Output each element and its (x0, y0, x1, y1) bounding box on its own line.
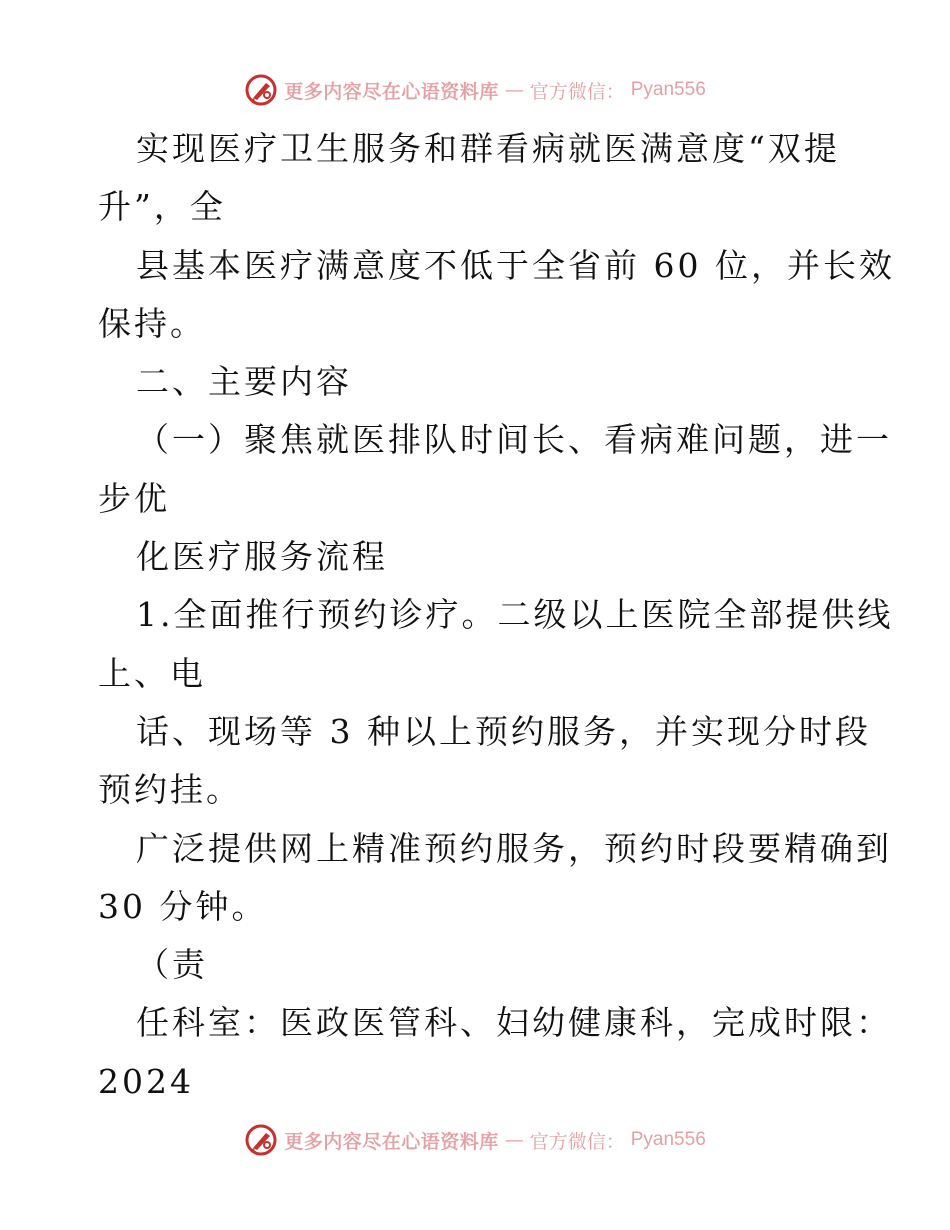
watermark-header (0, 68, 950, 112)
text-line: 升”，全 (98, 187, 226, 227)
text-line: 实现医疗卫生服务和群看病就医满意度“双提 (136, 129, 840, 168)
text-line: 步优 (98, 478, 170, 518)
section-heading: 二、主要内容 (136, 362, 352, 402)
text-line: 县基本医疗满意度不低于全省前 60 位，并长效 (136, 245, 895, 285)
pen-logo-icon (244, 73, 278, 107)
watermark-brand: 更多内容尽在心语资料库 (284, 80, 499, 103)
watermark-separator: — (504, 1129, 524, 1151)
text-line: 化医疗服务流程 (136, 537, 388, 577)
watermark-contact-label: 官方微信： (529, 1130, 625, 1153)
subsection-heading: （一）聚焦就医排队时间长、看病难问题，进一 (136, 420, 892, 460)
text-line: 上、电 (98, 653, 206, 693)
text-line: 预约挂。 (98, 770, 242, 810)
text-line: 话、现场等 3 种以上预约服务，并实现分时段 (136, 711, 871, 751)
text-line: 保持。 (98, 303, 206, 343)
text-line: 任科室：医政医管科、妇幼健康科，完成时限： (136, 1003, 892, 1043)
document-body (98, 120, 895, 1111)
watermark-contact-label: 官方微信： (529, 80, 625, 103)
watermark-brand: 更多内容尽在心语资料库 (284, 1130, 499, 1153)
pen-logo-icon (244, 1123, 278, 1157)
watermark-separator: — (504, 79, 524, 101)
text-line: 1.全面推行预约诊疗。二级以上医院全部提供线 (136, 595, 894, 635)
text-line: 30 分钟。 (98, 886, 268, 926)
watermark-handle: Pyan556 (630, 1129, 706, 1150)
watermark-handle: Pyan556 (630, 79, 706, 100)
watermark-footer (0, 1118, 950, 1162)
text-line: 2024 (98, 1061, 194, 1101)
text-line: 广泛提供网上精准预约服务，预约时段要精确到 (136, 828, 892, 868)
text-line: （责 (136, 945, 208, 985)
